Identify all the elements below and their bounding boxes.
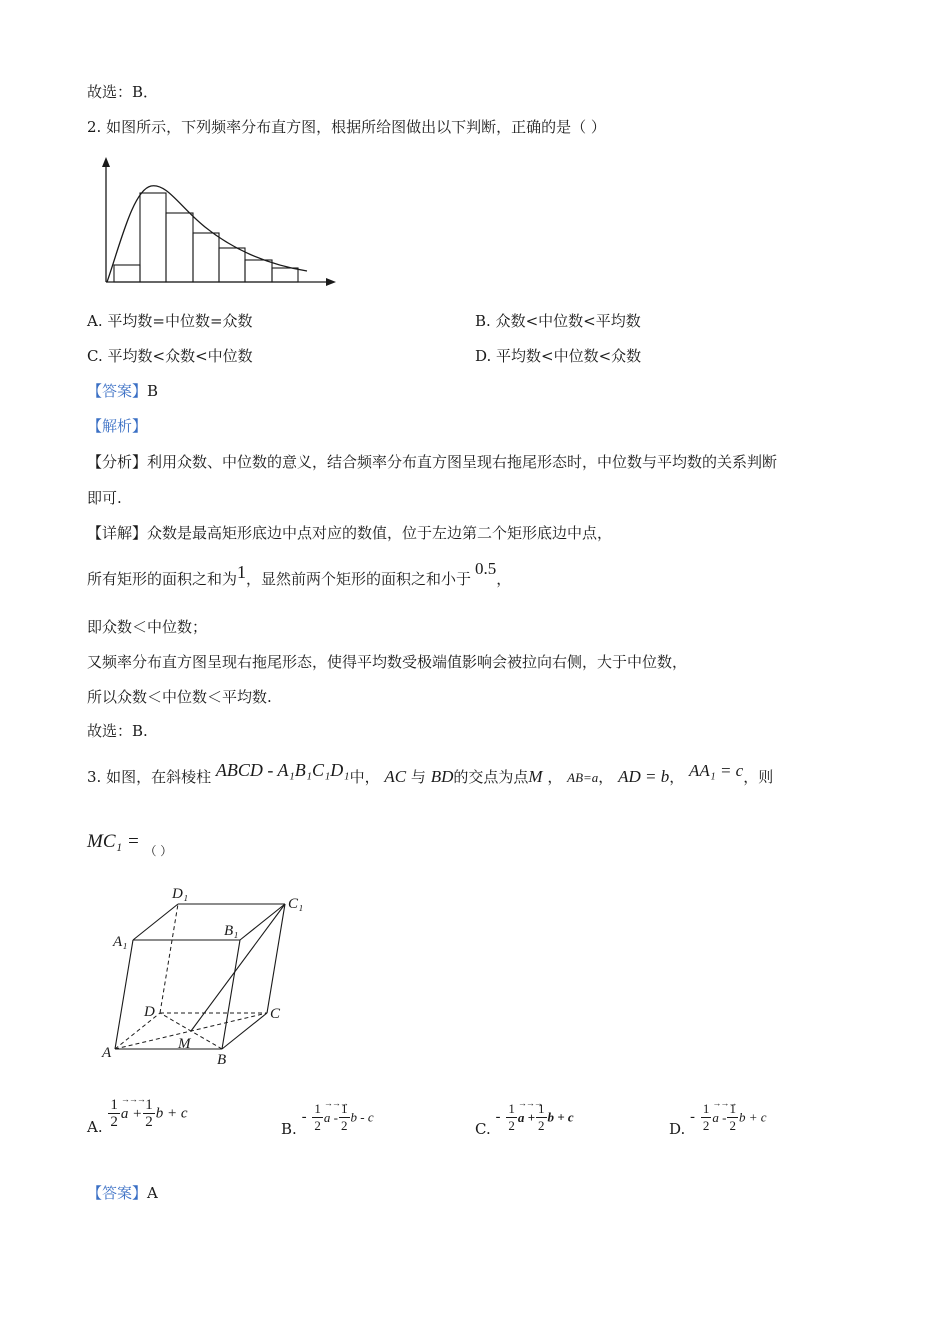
edge-cc1 (267, 904, 285, 1013)
q2-detail-5: 所以众数＜中位数＜平均数. (87, 688, 272, 706)
q2-detail-4: 又频率分布直方图呈现右拖尾形态，使得平均数受极端值影响会被拉向右侧，大于中位数， (87, 653, 688, 671)
q3-option-d: D. - $\frac{1}{2}$ →→→ a - $\frac{1}{2}$ b + c (669, 1101, 767, 1134)
q2-option-a: A. 平均数=中位数=众数 (87, 312, 253, 330)
q3-stem: 3. 如图，在斜棱柱 ABCD - A₁B₁C₁D₁中， AC 与 BD的交点为点M ， AB=a， AD = b， AA₁ = c，则 (87, 760, 774, 786)
q3-option-c: C. - $\frac{1}{2}$ →→→ a + $\frac{1}{2}$ b + c (475, 1101, 574, 1134)
label-m: M (178, 1036, 191, 1052)
q2-fenxi: 【分析】利用众数、中位数的意义，结合频率分布直方图呈现右拖尾形态时，中位数与平均数的关系判断 (87, 453, 778, 471)
q2-conclusion: 故选：B. (87, 722, 148, 740)
label-b1: B₁ (224, 923, 239, 939)
prism-figure (95, 880, 320, 1070)
histogram-bar (219, 248, 245, 282)
edge-dd1 (160, 904, 178, 1013)
q2-detail-2: 所有矩形的面积之和为1，显然前两个矩形的面积之和小于0.5， (87, 559, 512, 588)
edge-d1a1 (133, 904, 178, 940)
q3-stem-cont: MC₁ = $_{( )}$ (87, 831, 173, 858)
q2-fenxi-cont: 即可. (87, 489, 122, 507)
q3-option-a: A. $\frac{1}{2}$ →→→ a + $\frac{1}{2}$ b + c (87, 1097, 188, 1130)
label-c1: C₁ (288, 896, 304, 912)
q3-answer: 【答案】A (87, 1184, 158, 1202)
label-a: A (102, 1045, 112, 1061)
label-d1: D₁ (172, 886, 189, 902)
q3-option-b: B. - $\frac{1}{2}$ →→→ a - $\frac{1}{2}$ b - c (281, 1101, 374, 1134)
q2-stem: 2. 如图所示，下列频率分布直方图，根据所给图做出以下判断，正确的是（ ） (87, 118, 606, 136)
x-axis-arrow-icon (326, 278, 336, 286)
histogram-bar (166, 213, 193, 282)
y-axis-arrow-icon (102, 157, 110, 167)
edge-aa1 (115, 940, 133, 1049)
q2-detail-1: 【详解】众数是最高矩形底边中点对应的数值，位于左边第二个矩形底边中点， (87, 524, 613, 542)
histogram-bar (140, 193, 166, 282)
diagonal-bd (160, 1013, 222, 1049)
q2-option-b: B. 众数<中位数<平均数 (475, 312, 641, 330)
q2-answer: 【答案】B (87, 382, 159, 400)
label-b: B (217, 1052, 227, 1068)
histogram-bar (272, 268, 298, 282)
histogram-bar (114, 265, 140, 282)
q2-option-c: C. 平均数<众数<中位数 (87, 347, 253, 365)
label-a1: A₁ (113, 934, 128, 950)
q2-option-d: D. 平均数<中位数<众数 (475, 347, 642, 365)
edge-bb1 (222, 940, 240, 1049)
label-d: D (144, 1004, 155, 1020)
label-c: C (270, 1006, 281, 1022)
q2-analysis-heading: 【解析】 (87, 417, 148, 435)
q2-detail-3: 即众数＜中位数； (87, 618, 208, 636)
histogram-bar (193, 233, 219, 282)
histogram-figure (95, 155, 340, 290)
prev-conclusion: 故选：B． (87, 83, 159, 101)
histogram-bar (245, 260, 272, 282)
